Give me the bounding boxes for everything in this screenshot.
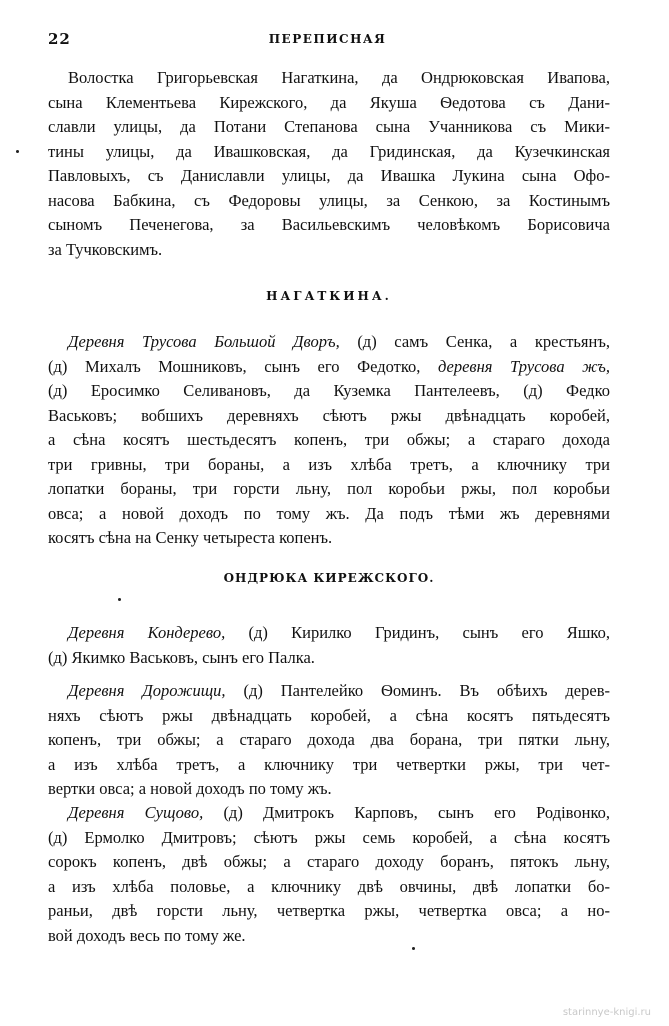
text-line: вертки овса; а новой доходъ по тому жъ.: [48, 779, 332, 798]
text-line: (д) Якимко Васьковъ, сынъ его Палка.: [48, 647, 315, 667]
page-header: [48, 30, 607, 52]
text-run: (д) Пантелейко Ѳоминъ. Въ обѣихъ дерев-: [225, 681, 610, 700]
text-line: вой доходъ весь по тому же.: [48, 925, 246, 945]
text-line: сыномъ Печенегова, за Васильевскимъ человѣкомъ Борисовича: [48, 215, 610, 234]
text-line: (д) Ермолко Дмитровъ; сѣютъ ржы семь коробей, а сѣна косятъ: [48, 827, 610, 847]
text-line: [48, 801, 610, 826]
section-heading-ondryuka: ОНДРЮКА КИРЕЖСКОГО.: [223, 571, 435, 585]
print-speck: [412, 947, 415, 950]
paragraph-sushchovo: [48, 801, 610, 948]
text-line: няхъ сѣютъ ржы двѣнадцать коробей, а сѣна косятъ пятьдесятъ: [48, 705, 610, 725]
text-line: за Тучковскимъ.: [48, 239, 163, 259]
text-line: [48, 679, 610, 704]
intro-paragraph: [48, 66, 610, 262]
text-line: [48, 330, 610, 355]
text-line: три гривны, три бораны, а изъ хлѣба третъ, а ключнику три: [48, 454, 610, 474]
text-line: (д) Еросимко Селивановъ, да Куземка Пантелеевъ, (д) Федко: [48, 381, 610, 400]
text-run: (д) Дмитрокъ Карповъ, сынъ его Родівонко,: [203, 803, 610, 822]
village-name: деревня Трусова жъ,: [437, 356, 610, 376]
print-speck: [118, 598, 121, 601]
village-name: Деревня Трусова Большой Дворъ,: [68, 332, 340, 351]
running-title: ПЕРЕПИСНАЯ: [268, 32, 387, 46]
text-run: (д) самъ Сенка, а крестьянъ,: [339, 332, 611, 351]
print-speck: [16, 150, 19, 153]
text-line: косятъ сѣна на Сенку четыреста копенъ.: [48, 528, 333, 547]
text-line: [48, 355, 610, 380]
text-line: сорокъ копенъ, двѣ обжы; а стараго доходу боранъ, пятокъ льну,: [48, 852, 610, 871]
paragraph-konderevo: [48, 621, 610, 670]
paragraph-trusova: [48, 330, 610, 551]
text-run: (д) Кирилко Гридинъ, сынъ его Яшко,: [225, 623, 610, 642]
page-number: 22: [48, 30, 71, 48]
text-line: Павловыхъ, съ Даниславли улицы, да Ивашка Лукина сына Офо-: [48, 166, 610, 185]
text-line: а сѣна косятъ шестьдесятъ копенъ, три обжы; а стараго дохода: [48, 430, 610, 449]
text-line: [48, 621, 610, 646]
text-line: копенъ, три обжы; а стараго дохода два борана, три пятки льну,: [48, 730, 610, 749]
text-line: насова Бабкина, съ Федоровы улицы, за Сенкою, за Костинымъ: [48, 190, 610, 210]
text-line: а изъ хлѣба половье, а ключнику двѣ овчины, двѣ лопатки бо-: [48, 876, 610, 896]
text-line: сына Клементьева Кирежского, да Якуша Ѳедотова съ Дани-: [48, 92, 610, 112]
text-line: лопатки бораны, три горсти льну, пол коробьи ржы, пол коробьи: [48, 479, 610, 498]
text-line: а изъ хлѣба третъ, а ключнику три четвертки ржы, три чет-: [48, 754, 610, 774]
paragraph-dorozhishchi: [48, 679, 610, 802]
text-run: (д) Михалъ Мошниковъ, сынъ его Федотко,: [48, 356, 438, 376]
village-name: Деревня Дорожищи,: [68, 681, 226, 700]
text-line: Волостка Григорьевская Нагаткина, да Ондрюковская Ивапова,: [68, 68, 610, 87]
text-line: тины улицы, да Ивашковская, да Гридинская, да Кузечкинская: [48, 141, 610, 161]
text-line: славли улицы, да Потани Степанова сына Учанникова съ Мики-: [48, 117, 610, 136]
village-name: Деревня Кондерево,: [68, 623, 226, 642]
section-heading-nagatkina: НАГАТКИНА.: [266, 289, 392, 303]
village-name: Деревня Сущово,: [68, 803, 204, 822]
text-line: раньи, двѣ горсти льну, четвертка ржы, четвертка овса; а но-: [48, 901, 610, 920]
text-line: Васьковъ; вобшихъ деревняхъ сѣютъ ржы двѣнадцать коробей,: [48, 405, 610, 425]
watermark: starinnye-knigi.ru: [562, 1007, 651, 1018]
text-line: овса; а новой доходъ по тому жъ. Да подъ тѣми жъ деревнями: [48, 503, 610, 523]
